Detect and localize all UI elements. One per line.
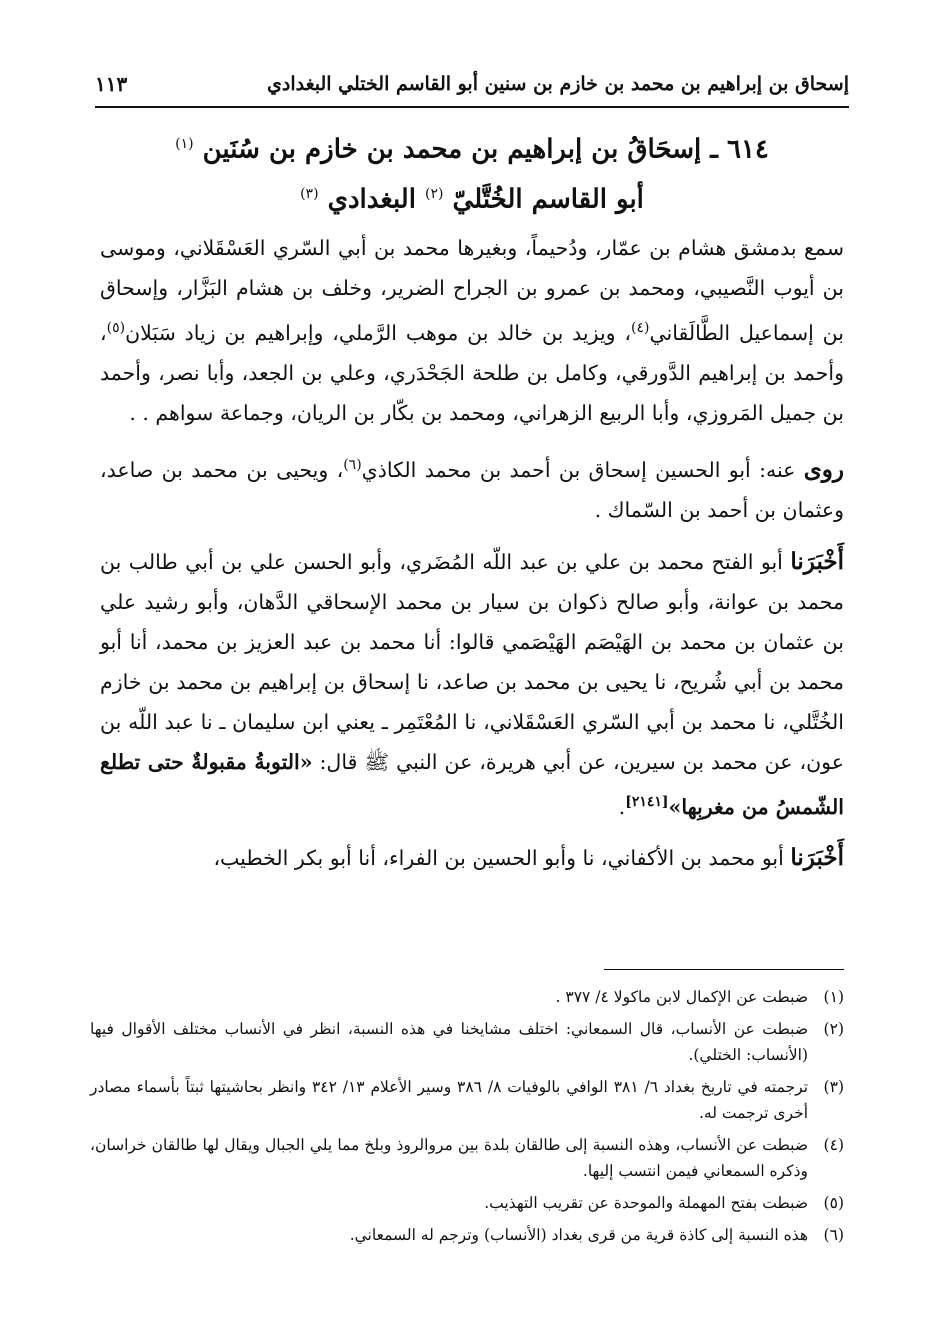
footnote-text: ضبطت عن الأنساب، وهذه النسبة إلى طالقان بلدة بين مروالروذ وبلخ مما يلي الجبال ويقال لها طالقان خراسان، وذكره السمعاني فيمن انتسب إليها. xyxy=(90,1136,808,1180)
paragraph-text: ، ويزيد بن خالد بن موهب الرَّملي، وإبراهيم بن زياد سَبَلان xyxy=(125,320,631,345)
footnote-text: هذه النسبة إلى كاذة قرية من قرى بغداد (الأنساب) وترجم له السمعاني. xyxy=(349,1226,808,1244)
lead-word-akhbarana: أَخْبَرَنا xyxy=(790,844,844,872)
running-title: إسحاق بن إبراهيم بن محمد بن خازم بن سنين أبو القاسم الختلي البغدادي xyxy=(267,73,849,95)
running-header xyxy=(95,62,849,108)
paragraph-text: ، ويحيى بن محمد بن صاعد، وعثمان بن أحمد بن السّماك . xyxy=(100,457,844,522)
footnote-5 xyxy=(90,1190,844,1216)
paragraph-text: ، وأحمد بن إبراهيم الدَّورقي، وكامل بن طلحة الجَحْدَري، وعلي بن الجعد، وأبا نصر، وأحمد بن جميل المَروزي، وأبا الربيع الزهراني، ومحمد بن بكّار بن الريان، وجماعة سواهم . . xyxy=(100,320,844,425)
paragraph-narrators xyxy=(100,445,844,530)
paragraph-teachers xyxy=(100,228,844,433)
footnote-1 xyxy=(90,984,844,1010)
footnote-ref-4[interactable]: (٤) xyxy=(631,320,650,336)
hadith-quote: «التوبةُ مقبولةٌ حتى تطلع الشّمسُ من مغربِها» xyxy=(100,749,844,819)
footnotes xyxy=(90,984,844,1254)
paragraph-text: عنه: أبو الحسين إسحاق بن أحمد بن محمد الكاذي xyxy=(361,457,804,482)
footnote-divider xyxy=(604,969,844,970)
footnote-number: (٢) xyxy=(823,1020,844,1038)
entry-heading-line-2 xyxy=(120,172,824,222)
paragraph-text: أبو محمد بن الأكفاني، نا وأبو الحسين بن الفراء، أنا أبو بكر الخطيب، xyxy=(213,846,791,871)
hadith-reference-number: [٢١٤١] xyxy=(625,793,669,810)
footnote-text: ضبطت بفتح المهملة والموحدة عن تقريب التهذيب. xyxy=(484,1194,808,1212)
footnote-text: ضبطت عن الأنساب، قال السمعاني: اختلف مشايخنا في هذه النسبة، انظر في الأنساب مختلف الأقوال فيها (الأنساب: الختلي). xyxy=(90,1020,808,1064)
footnote-number: (١) xyxy=(823,988,844,1006)
footnote-text: ضبطت عن الإكمال لابن ماكولا ٤/ ٣٧٧ . xyxy=(555,988,808,1006)
footnote-number: (٦) xyxy=(823,1226,844,1244)
paragraph-text: سمع بدمشق هشام بن عمّار، ودُحيماً، وبغيرها محمد بن أبي السّري العَسْقَلاني، وموسى بن أيوب النَّصيبي، ومحمد بن عمرو بن الجراح الضرير، وخلف بن هشام البَزَّار، وإسحاق بن إسماعيل الطَّالَقاني xyxy=(100,236,844,345)
footnote-2 xyxy=(90,1016,844,1068)
entry-name-line-2a: أبو القاسم الخُتَّليّ xyxy=(452,184,644,215)
entry-heading-line-1 xyxy=(120,122,824,172)
page-number: ١١٣ xyxy=(95,72,128,96)
entry-dash: ـ xyxy=(701,134,718,165)
lead-word-rawa: روى xyxy=(803,455,844,483)
entry-heading xyxy=(120,122,824,221)
entry-name-line-2b: البغدادي xyxy=(327,184,416,215)
footnote-ref-2[interactable]: (٢) xyxy=(425,185,444,202)
footnote-ref-5[interactable]: (٥) xyxy=(106,320,126,336)
footnote-number: (٥) xyxy=(823,1194,844,1212)
footnote-number: (٤) xyxy=(823,1136,844,1154)
footnote-ref-6[interactable]: (٦) xyxy=(343,456,362,473)
footnote-4 xyxy=(90,1132,844,1184)
entry-number: ٦١٤ xyxy=(726,134,769,165)
paragraph-second-chain xyxy=(100,838,844,878)
paragraph-text: . xyxy=(618,794,626,819)
footnote-ref-3[interactable]: (٣) xyxy=(300,185,319,202)
footnote-3 xyxy=(90,1074,844,1126)
footnote-number: (٣) xyxy=(823,1078,844,1096)
paragraph-hadith-chain xyxy=(100,542,844,827)
lead-word-akhbarana: أَخْبَرَنا xyxy=(790,547,844,575)
entry-name-line-1: إسحَاقُ بن إبراهيم بن محمد بن خازم بن سُنَين xyxy=(202,134,702,165)
body-text xyxy=(100,228,844,878)
footnote-text: ترجمته في تاريخ بغداد ٦/ ٣٨١ الوافي بالوفيات ٨/ ٣٨٦ وسير الأعلام ١٣/ ٣٤٢ وانظر بحاشيتها ثبتاً بأسماء مصادر أخرى ترجمت له. xyxy=(90,1078,809,1122)
footnote-6 xyxy=(90,1222,844,1248)
paragraph-text: أبو الفتح محمد بن علي بن عبد اللّه المُضَري، وأبو الحسن علي بن أبي طالب بن محمد بن عوانة، وأبو صالح ذكوان بن سيار بن محمد الإسحاقي الدَّهان، وأبو رشيد علي بن عثمان بن محمد بن الهَيْصَم الهَيْصَمي قالوا: أنا محمد بن عبد العزيز بن محمد، أنا أبو محمد بن أبي شُريح، نا يحيى بن محمد بن صاعد، نا إسحاق بن إبراهيم بن محمد بن خازم الخُتَّلي، نا محمد بن أبي السّري العَسْقَلاني، نا المُعْتَمِر ـ يعني ابن سليمان ـ نا عبد اللّه بن عون، عن محمد بن سيرين، عن أبي هريرة، عن النبي ﷺ قال: xyxy=(100,549,844,774)
footnote-ref-1[interactable]: (١) xyxy=(175,136,194,152)
